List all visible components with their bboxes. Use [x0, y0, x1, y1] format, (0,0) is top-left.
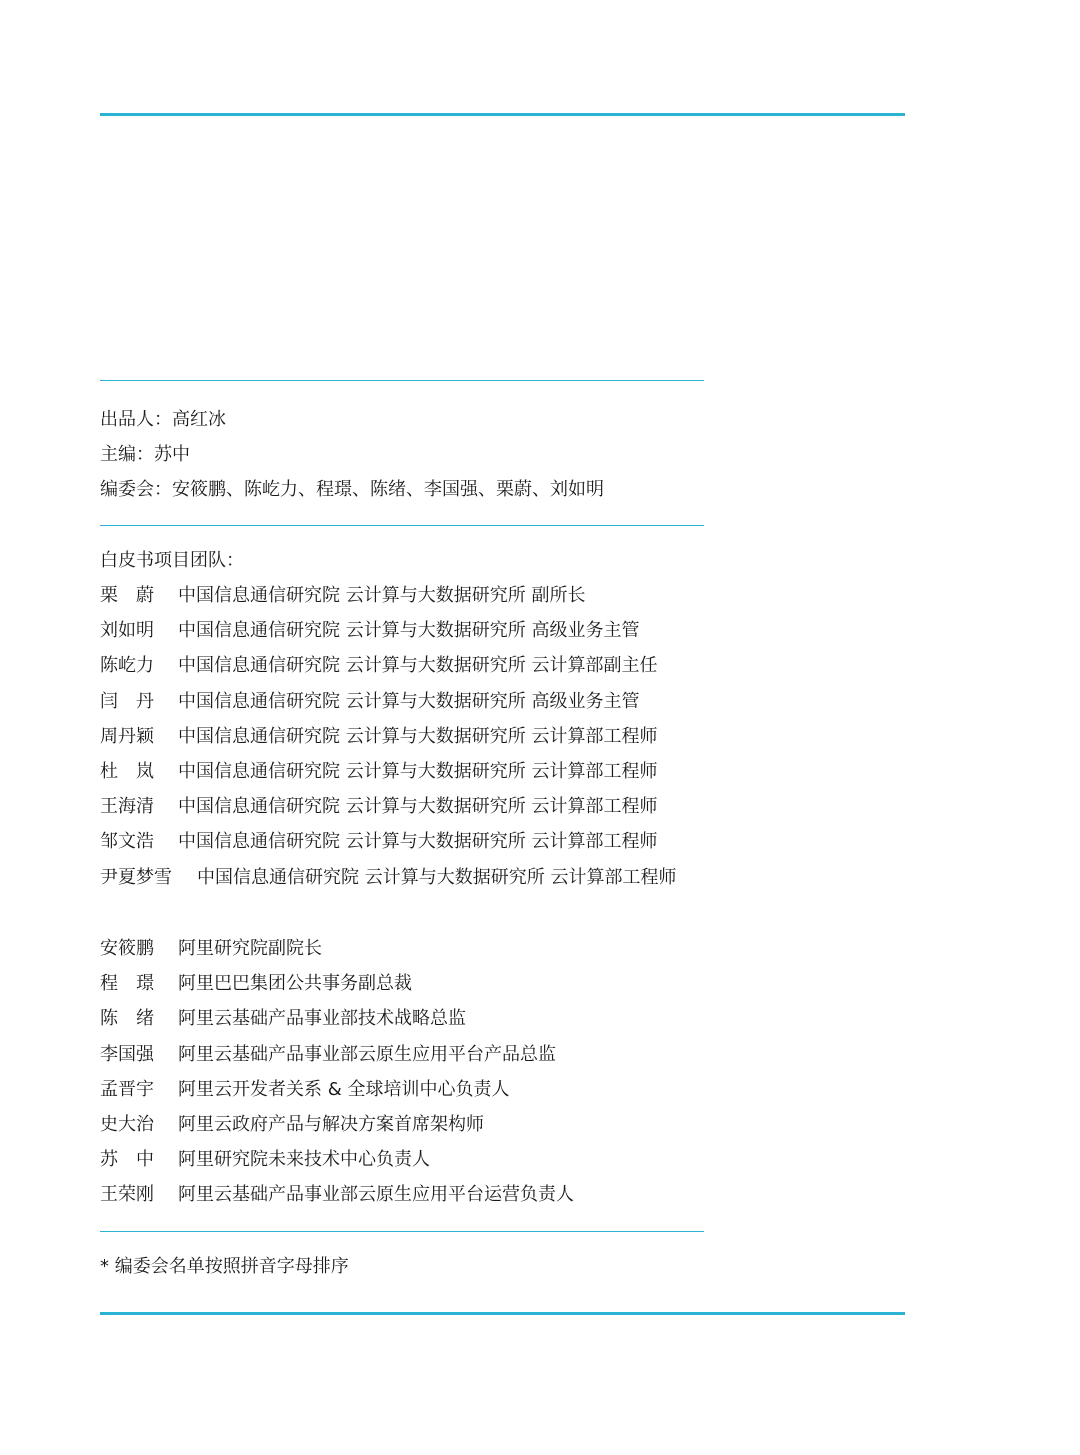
member-row	[100, 1183, 574, 1207]
member-row	[100, 795, 657, 819]
member-row	[100, 866, 676, 890]
member-role: 中国信息通信研究院 云计算与大数据研究所 云计算部工程师	[178, 831, 658, 853]
producer-line: 出品人：高红冰	[100, 409, 226, 430]
member-role: 中国信息通信研究院 云计算与大数据研究所 高级业务主管	[178, 620, 640, 642]
member-role: 中国信息通信研究院 云计算与大数据研究所 高级业务主管	[178, 690, 640, 712]
footnote: * 编委会名单按照拼音字母排序	[100, 1256, 349, 1277]
committee-line: 编委会：安筱鹏、陈屹力、程璟、陈绪、李国强、栗蔚、刘如明	[100, 479, 604, 500]
member-name: 杜 岚	[100, 761, 154, 782]
member-role: 阿里巴巴集团公共事务副总裁	[178, 973, 412, 995]
member-row	[100, 584, 585, 608]
member-row	[100, 972, 412, 996]
member-name: 李国强	[100, 1043, 154, 1065]
member-role: 阿里云基础产品事业部云原生应用平台产品总监	[178, 1043, 556, 1065]
team-bottom-divider	[100, 1231, 704, 1232]
member-row	[100, 760, 657, 784]
member-name: 栗 蔚	[100, 585, 154, 606]
bottom-divider	[100, 1312, 905, 1315]
member-role: 中国信息通信研究院 云计算与大数据研究所 云计算部工程师	[178, 725, 658, 747]
member-role: 阿里云基础产品事业部技术战略总监	[178, 1008, 466, 1030]
member-name: 陈屹力	[100, 655, 154, 677]
member-role: 中国信息通信研究院 云计算与大数据研究所 副所长	[178, 585, 586, 606]
member-role: 阿里云政府产品与解决方案首席架构师	[178, 1114, 484, 1135]
member-row	[100, 1113, 484, 1137]
member-name: 孟晋宇	[100, 1078, 154, 1100]
member-name: 王荣刚	[100, 1184, 154, 1206]
member-name: 陈 绪	[100, 1008, 154, 1030]
member-name: 刘如明	[100, 620, 154, 642]
member-name: 安筱鹏	[100, 938, 154, 959]
credits-top-divider	[100, 380, 704, 381]
top-divider	[100, 113, 905, 116]
member-name: 史大治	[100, 1114, 154, 1135]
member-role: 阿里云开发者关系 & 全球培训中心负责人	[178, 1078, 510, 1100]
member-row	[100, 619, 639, 643]
member-row	[100, 690, 639, 714]
member-row	[100, 937, 322, 961]
member-row	[100, 1007, 466, 1031]
member-name: 闫 丹	[100, 690, 154, 712]
member-row	[100, 830, 657, 854]
member-name: 王海清	[100, 796, 154, 818]
member-row	[100, 1148, 430, 1172]
chief-editor-line: 主编：苏中	[100, 444, 190, 465]
member-row	[100, 1043, 556, 1067]
member-name: 尹夏梦雪	[100, 866, 172, 888]
member-role: 中国信息通信研究院 云计算与大数据研究所 云计算部工程师	[197, 866, 677, 888]
member-role: 阿里云基础产品事业部云原生应用平台运营负责人	[178, 1184, 574, 1206]
member-row	[100, 1078, 509, 1102]
member-name: 程 璟	[100, 973, 154, 995]
member-row	[100, 654, 657, 678]
credits-bottom-divider	[100, 525, 704, 526]
member-role: 中国信息通信研究院 云计算与大数据研究所 云计算部工程师	[178, 796, 658, 818]
member-role: 阿里研究院副院长	[178, 938, 322, 959]
member-role: 中国信息通信研究院 云计算与大数据研究所 云计算部副主任	[178, 655, 658, 677]
team-heading: 白皮书项目团队：	[100, 550, 244, 571]
member-role: 阿里研究院未来技术中心负责人	[178, 1149, 430, 1171]
member-name: 苏 中	[100, 1149, 154, 1171]
member-name: 周丹颖	[100, 725, 154, 747]
member-row	[100, 725, 657, 749]
member-name: 邹文浩	[100, 831, 154, 853]
member-role: 中国信息通信研究院 云计算与大数据研究所 云计算部工程师	[178, 761, 658, 782]
